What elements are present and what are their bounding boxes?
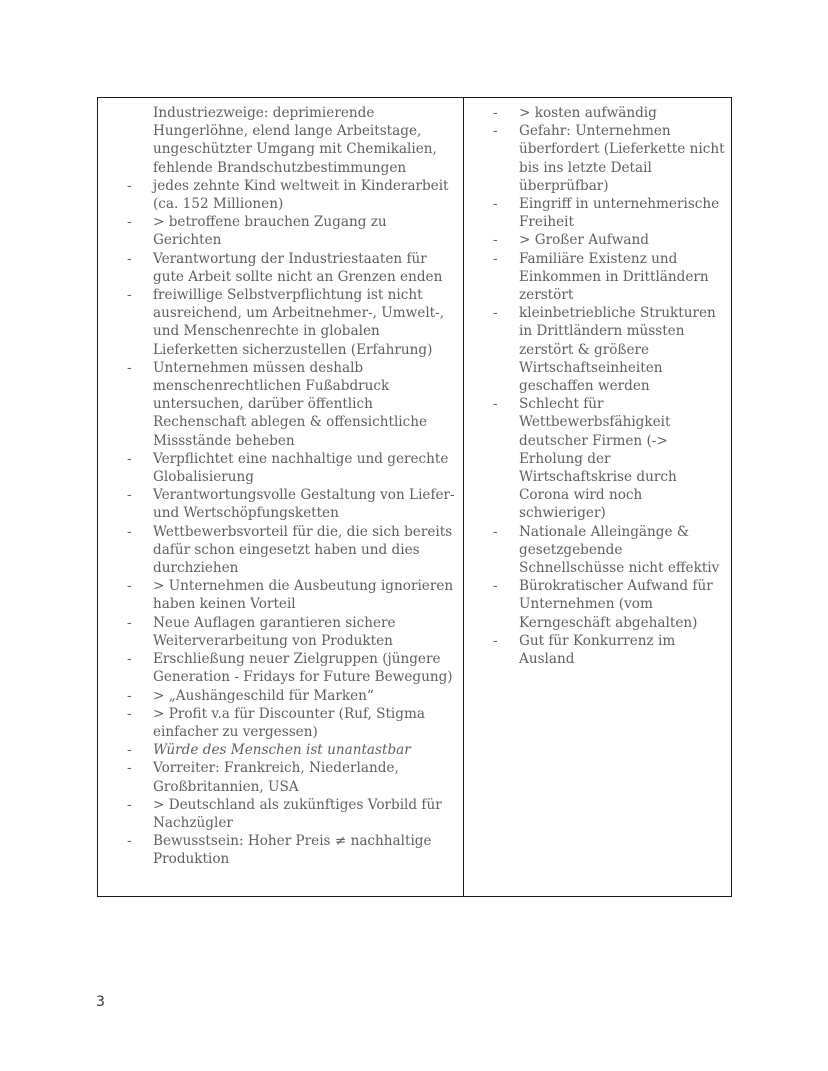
bullet-dash: - (493, 232, 498, 249)
list-item-text: Neue Auflagen garantieren sichere Weiterverarbeitung von Produkten (153, 614, 396, 649)
list-item (127, 177, 459, 213)
list-item (127, 705, 459, 741)
pro-list (127, 104, 459, 869)
list-item-text: kleinbetriebliche Strukturen in Drittländern müssten zerstört & größere Wirtschaftseinheiten geschaffen werden (519, 305, 716, 395)
bullet-dash: - (127, 614, 132, 631)
pro-column (98, 98, 464, 896)
list-item (493, 304, 727, 395)
bullet-dash: - (127, 742, 132, 759)
list-item-text: Erschließung neuer Zielgruppen (jüngere Generation - Fridays for Future Bewegung) (153, 651, 453, 686)
list-item (127, 523, 459, 578)
bullet-dash: - (127, 705, 132, 722)
list-item-text: > Profit v.a für Discounter (Ruf, Stigma einfacher zu vergessen) (153, 705, 425, 740)
list-item (127, 286, 459, 359)
list-item (493, 632, 727, 668)
bullet-dash: - (127, 687, 132, 704)
contra-list (493, 104, 727, 668)
bullet-dash: - (127, 250, 132, 267)
bullet-dash: - (127, 177, 132, 194)
list-item-text: Familiäre Existenz und Einkommen in Drittländern zerstört (519, 250, 709, 304)
list-item-text: Industriezweige: deprimierende Hungerlöhne, elend lange Arbeitstage, ungeschützter Umgang mit Chemikalien, fehlende Brandschutzbestimmungen (153, 105, 437, 176)
list-item-text: freiwillige Selbstverpflichtung ist nicht ausreichend, um Arbeitnehmer-, Umwelt-, und Menschenrechte in globalen Lieferketten sicherzustellen (Erfahrung) (153, 287, 445, 358)
list-item-text: Unternehmen müssen deshalb menschenrechtlichen Fußabdruck untersuchen, darüber öffentlich Rechenschaft ablegen & offensichtliche Missstände beheben (153, 359, 428, 449)
list-item (127, 796, 459, 832)
list-item-text: Verpflichtet eine nachhaltige und gerechte Globalisierung (153, 450, 449, 486)
list-item-text: > betroffene brauchen Zugang zu Gerichten (153, 214, 387, 249)
bullet-dash: - (493, 105, 498, 121)
bullet-dash: - (493, 305, 498, 322)
list-item-text: > Unternehmen die Ausbeutung ignorieren haben keinen Vorteil (153, 578, 454, 613)
list-item (127, 213, 459, 249)
list-item-text: > kosten aufwändig (519, 105, 657, 121)
list-item (127, 741, 459, 759)
bullet-dash: - (493, 250, 498, 267)
list-item (493, 523, 727, 578)
bullet-dash: - (127, 651, 132, 668)
bullet-dash: - (127, 523, 132, 540)
list-item-text: Verantwortung der Industriestaaten für gute Arbeit sollte nicht an Grenzen enden (153, 250, 443, 285)
bullet-dash: - (127, 578, 132, 595)
list-item-text: > Großer Aufwand (519, 232, 649, 249)
bullet-dash: - (493, 523, 498, 540)
list-item (127, 614, 459, 650)
list-item (493, 122, 727, 195)
list-item (127, 486, 459, 522)
list-item (127, 832, 459, 868)
bullet-dash: - (493, 196, 498, 213)
list-item-text: Bewusstsein: Hoher Preis ≠ nachhaltige Produktion (153, 833, 432, 868)
list-item (127, 450, 459, 486)
list-item-text: jedes zehnte Kind weltweit in Kinderarbeit (ca. 152 Millionen) (153, 177, 449, 213)
list-item (493, 195, 727, 231)
list-item-text: > Deutschland als zukünftiges Vorbild für Nachzügler (153, 796, 442, 831)
list-item (493, 577, 727, 632)
list-item (127, 687, 459, 705)
bullet-dash: - (127, 796, 132, 813)
list-item (493, 395, 727, 522)
bullet-dash: - (493, 632, 498, 649)
list-item (493, 250, 727, 305)
list-item-text: Bürokratischer Aufwand für Unternehmen (vom Kerngeschäft abgehalten) (519, 578, 713, 631)
list-item-text: Gut für Konkurrenz im Ausland (519, 632, 676, 668)
list-item-text: Eingriff in unternehmerische Freiheit (519, 196, 720, 231)
bullet-dash: - (127, 760, 132, 777)
bullet-dash: - (493, 123, 498, 140)
list-item-text: > „Aushängeschild für Marken“ (153, 687, 374, 704)
contra-column (464, 98, 731, 896)
list-item (127, 650, 459, 686)
list-item-text: Verantwortungsvolle Gestaltung von Liefer- und Wertschöpfungsketten (153, 487, 455, 522)
list-item-text: Nationale Alleingänge & gesetzgebende Schnellschüsse nicht effektiv (519, 523, 720, 577)
list-item-text: Vorreiter: Frankreich, Niederlande, Großbritannien, USA (153, 760, 399, 795)
bullet-dash: - (127, 214, 132, 231)
list-item (153, 104, 459, 177)
list-item (127, 577, 459, 613)
list-item (127, 359, 459, 450)
bullet-dash: - (493, 578, 498, 595)
list-item-text: Wettbewerbsvorteil für die, die sich bereits dafür schon eingesetzt haben und dies durchziehen (153, 523, 453, 577)
bullet-dash: - (127, 359, 132, 376)
page-number: 3 (96, 994, 105, 1010)
list-item (127, 250, 459, 286)
list-item (493, 104, 727, 122)
argument-table (97, 97, 732, 897)
bullet-dash: - (127, 450, 132, 467)
bullet-dash: - (493, 396, 498, 413)
bullet-dash: - (127, 487, 132, 504)
list-item-text: Würde des Menschen ist unantastbar (153, 742, 411, 759)
list-item (493, 231, 727, 249)
bullet-dash: - (127, 833, 132, 850)
list-item-text: Gefahr: Unternehmen überfordert (Lieferkette nicht bis ins letzte Detail überprüfbar) (519, 123, 725, 194)
list-item (127, 759, 459, 795)
bullet-dash: - (127, 287, 132, 304)
list-item-text: Schlecht für Wettbewerbsfähigkeit deutscher Firmen (-> Erholung der Wirtschaftskrise durch Corona wird noch schwieriger) (519, 396, 677, 522)
